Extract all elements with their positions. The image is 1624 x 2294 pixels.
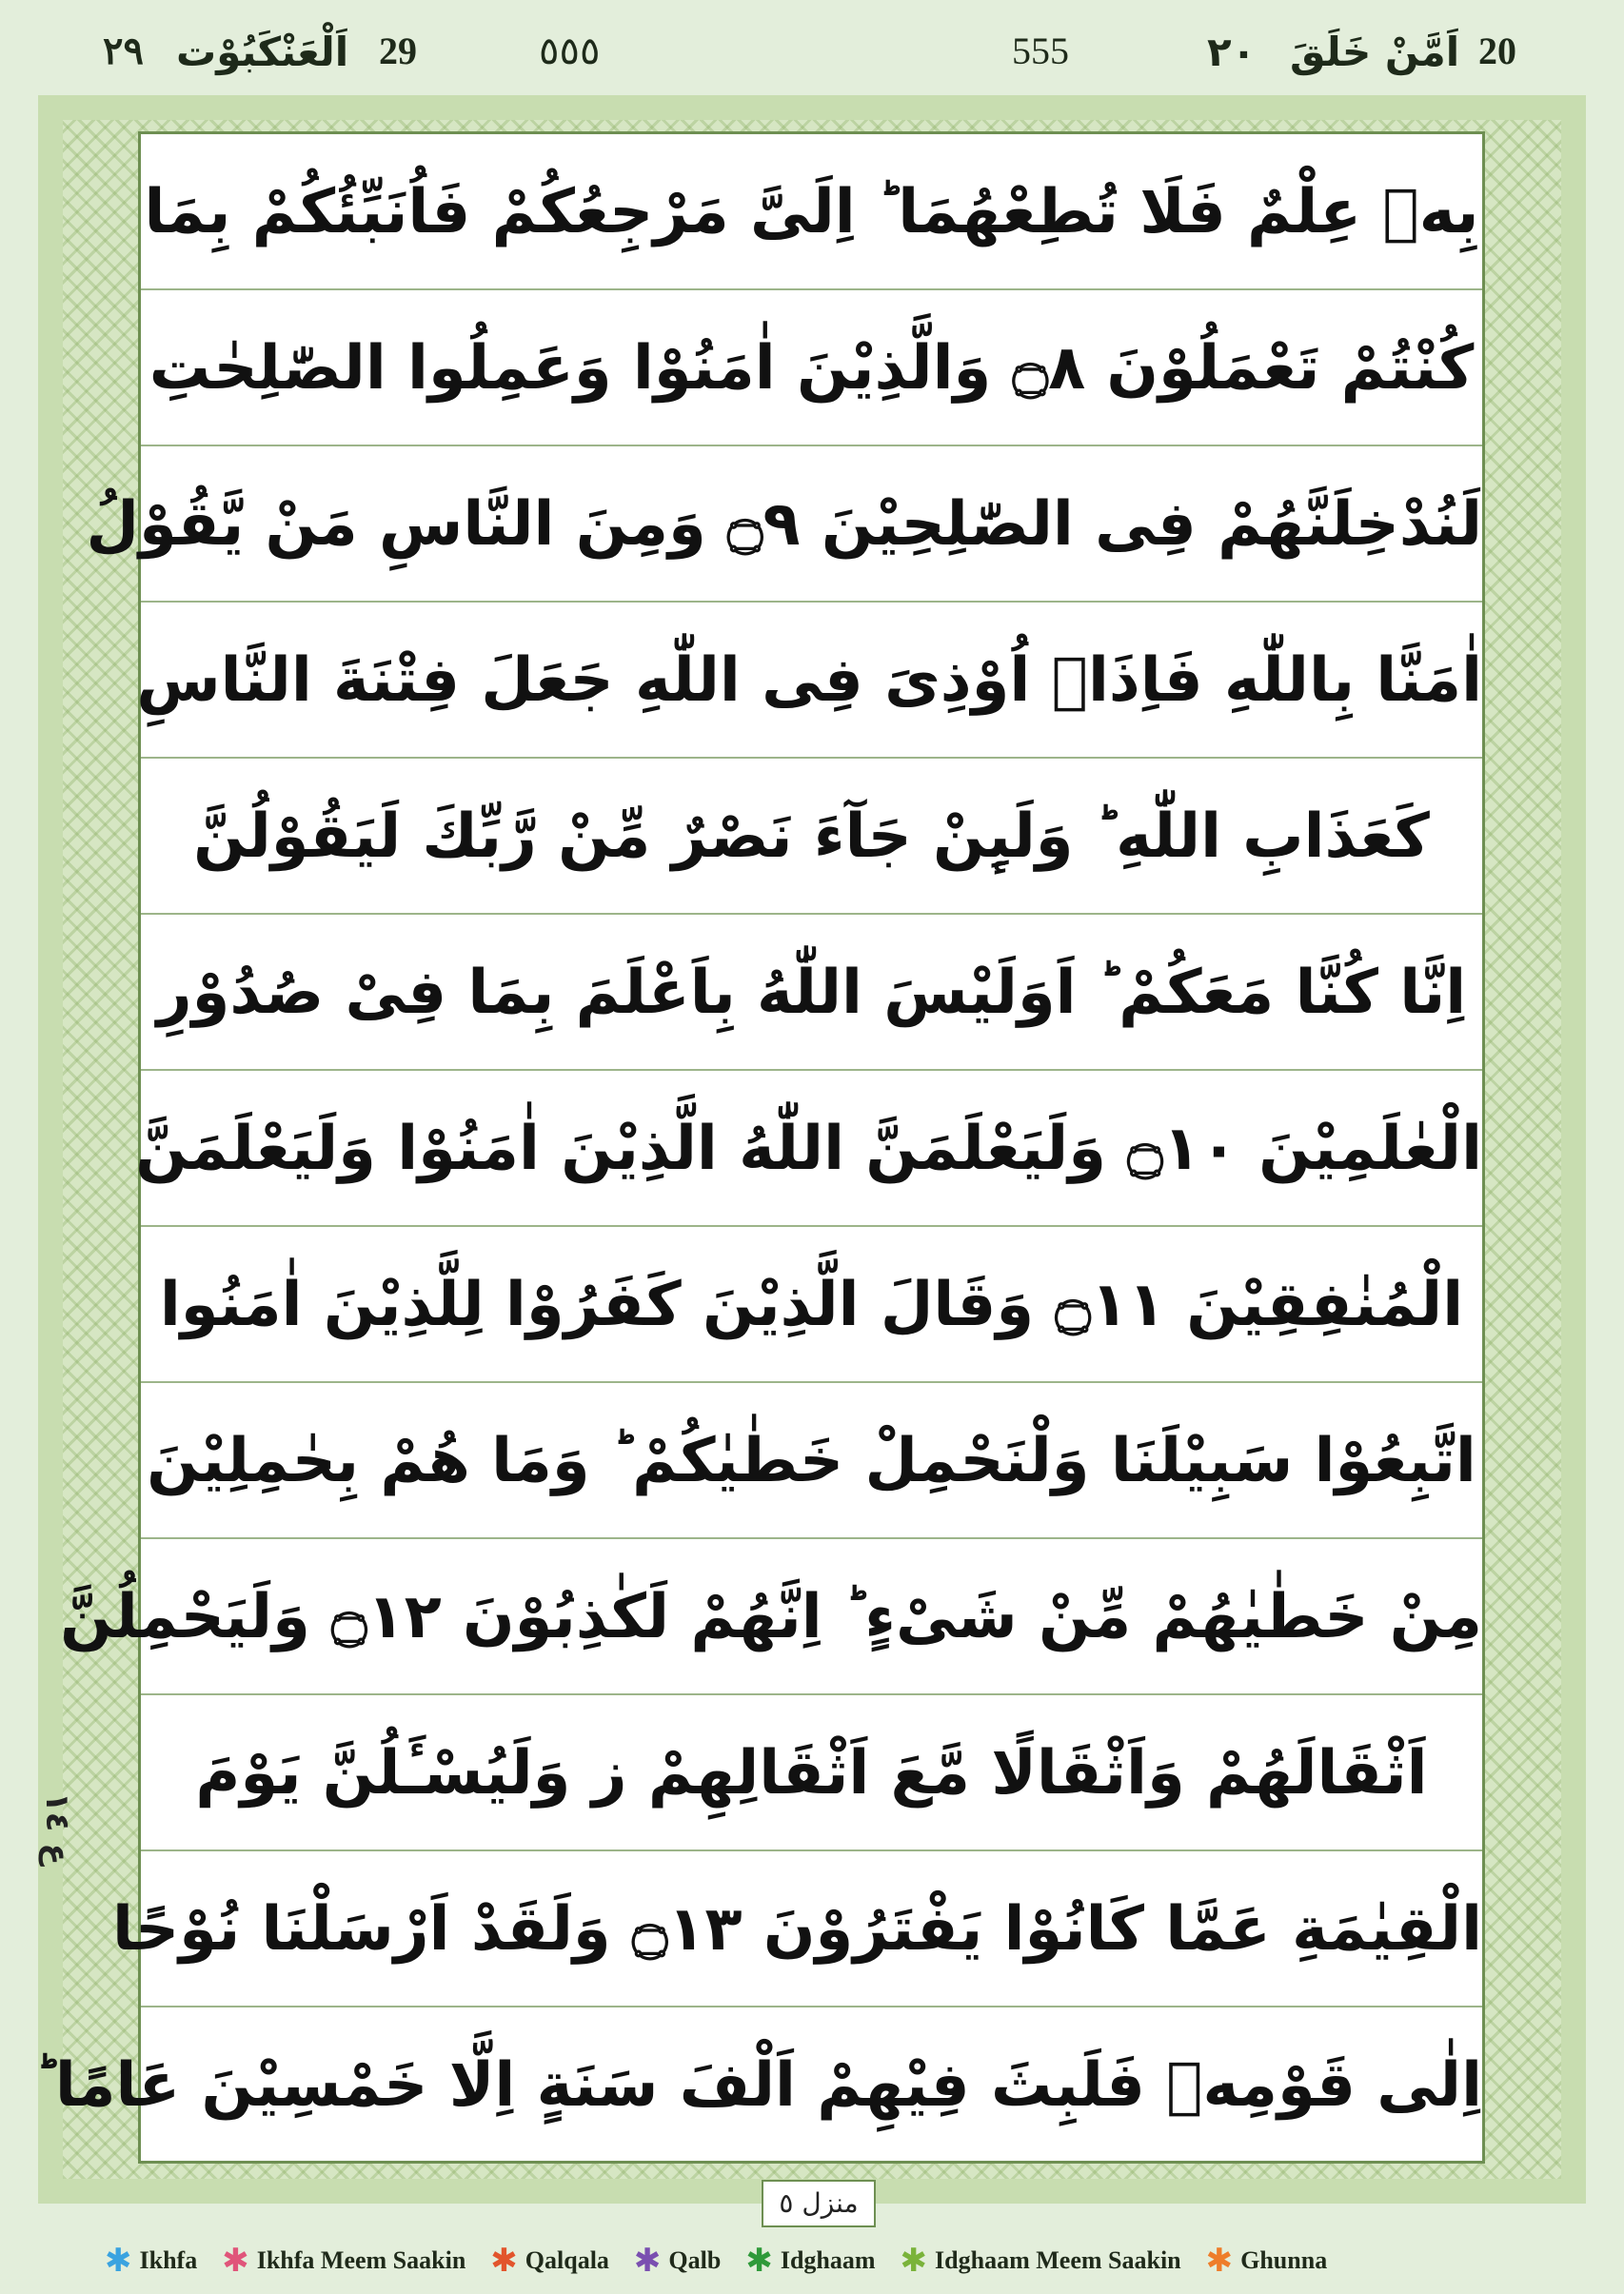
manzil-label: منزل ٥ bbox=[762, 2180, 876, 2227]
legend-item-ikhfa-meem-saakin bbox=[222, 2242, 466, 2280]
juz-number: 20 bbox=[1478, 30, 1516, 72]
verse-line-8: الْمُنٰفِقِیْنَ ۝١١ وَقَالَ الَّذِیْنَ كَفَرُوْا لِلَّذِیْنَ اٰمَنُوا bbox=[141, 1227, 1482, 1383]
legend-label: Ghunna bbox=[1240, 2246, 1328, 2274]
legend-label: Idghaam bbox=[780, 2246, 876, 2274]
legend-label: Ikhfa bbox=[139, 2246, 198, 2274]
idghaam-meem-saakin-star-icon: ✱ bbox=[900, 2242, 928, 2280]
ikhfa-star-icon: ✱ bbox=[105, 2242, 132, 2280]
verse-line-9: اتَّبِعُوْا سَبِیْلَنَا وَلْنَحْمِلْ خَطٰیٰكُمْ ؕ وَمَا هُمْ بِحٰمِلِیْنَ bbox=[141, 1383, 1482, 1539]
qalb-star-icon: ✱ bbox=[633, 2242, 662, 2280]
verse-line-3: لَنُدْخِلَنَّهُمْ فِی الصّٰلِحِیْنَ ۝٩ وَمِنَ النَّاسِ مَنْ یَّقُوْلُ bbox=[141, 446, 1482, 603]
page-number-arabic: ٥٥٥ bbox=[539, 30, 601, 72]
verse-line-5: كَعَذَابِ اللّٰهِ ؕ وَلَىِٕنْ جَآءَ نَصْرٌ مِّنْ رَّبِّكَ لَیَقُوْلُنَّ bbox=[141, 759, 1482, 915]
verse-line-13: اِلٰی قَوْمِهٖ فَلَبِثَ فِیْهِمْ اَلْفَ سَنَةٍ اِلَّا خَمْسِیْنَ عَامًا ؕ bbox=[33, 2050, 1482, 2121]
legend-label: Ikhfa Meem Saakin bbox=[256, 2246, 466, 2274]
legend-item-idghaam-meem-saakin bbox=[900, 2242, 1181, 2280]
legend-item-qalqala bbox=[490, 2242, 609, 2280]
verse-line-1: بِهٖ عِلْمٌ فَلَا تُطِعْهُمَا ؕ اِلَیَّ مَرْجِعُكُمْ فَاُنَبِّئُكُمْ بِمَا bbox=[141, 134, 1482, 290]
legend-label: Qalqala bbox=[525, 2246, 609, 2274]
verse-line-10: مِنْ خَطٰیٰهُمْ مِّنْ شَیْءٍ ؕ اِنَّهُمْ لَكٰذِبُوْنَ ۝١٢ وَلَیَحْمِلُنَّ bbox=[141, 1539, 1482, 1695]
surah-number: 29 bbox=[379, 30, 417, 72]
legend-item-ghunna bbox=[1205, 2242, 1328, 2280]
verse-line-7: الْعٰلَمِیْنَ ۝١٠ وَلَیَعْلَمَنَّ اللّٰهُ الَّذِیْنَ اٰمَنُوْا وَلَیَعْلَمَنَّ bbox=[141, 1071, 1482, 1227]
juz-number-arabic-left: ٢٩ bbox=[103, 30, 144, 72]
legend-item-ikhfa bbox=[105, 2242, 198, 2280]
ruku-marker: ع ١٤ bbox=[38, 1792, 76, 1866]
juz-name: اَمَّنْ خَلَقَ bbox=[1290, 29, 1460, 75]
legend-item-idghaam bbox=[745, 2242, 876, 2280]
ghunna-star-icon: ✱ bbox=[1205, 2242, 1234, 2280]
ikhfa-meem-saakin-star-icon: ✱ bbox=[222, 2242, 249, 2280]
juz-arabic-number: ٢٠ bbox=[1207, 29, 1257, 75]
verse-line-12: الْقِیٰمَةِ عَمَّا كَانُوْا یَفْتَرُوْنَ ۝١٣ وَلَقَدْ اَرْسَلْنَا نُوْحًا bbox=[141, 1851, 1482, 2007]
idghaam-star-icon: ✱ bbox=[745, 2242, 773, 2280]
tajweed-legend bbox=[105, 2237, 1590, 2284]
legend-label: Qalb bbox=[668, 2246, 722, 2274]
verse-line-11: اَثْقَالَهُمْ وَاَثْقَالًا مَّعَ اَثْقَالِهِمْ ز وَلَیُسْـَٔلُنَّ یَوْمَ bbox=[141, 1695, 1482, 1851]
legend-label: Idghaam Meem Saakin bbox=[935, 2246, 1181, 2274]
qalqala-star-icon: ✱ bbox=[490, 2242, 518, 2280]
surah-name: اَلْعَنْكَبُوْت bbox=[176, 29, 349, 75]
verse-line-4: اٰمَنَّا بِاللّٰهِ فَاِذَاۤ اُوْذِیَ فِی اللّٰهِ جَعَلَ فِتْنَةَ النَّاسِ bbox=[141, 603, 1482, 759]
verse-line-2: كُنْتُمْ تَعْمَلُوْنَ ۝٨ وَالَّذِیْنَ اٰمَنُوْا وَعَمِلُوا الصّٰلِحٰتِ bbox=[141, 290, 1482, 446]
verse-line-6: اِنَّا كُنَّا مَعَكُمْ ؕ اَوَلَیْسَ اللّٰهُ بِاَعْلَمَ بِمَا فِیْ صُدُوْرِ bbox=[141, 915, 1482, 1071]
page-number: 555 bbox=[1012, 30, 1069, 72]
legend-item-qalb bbox=[633, 2242, 722, 2280]
